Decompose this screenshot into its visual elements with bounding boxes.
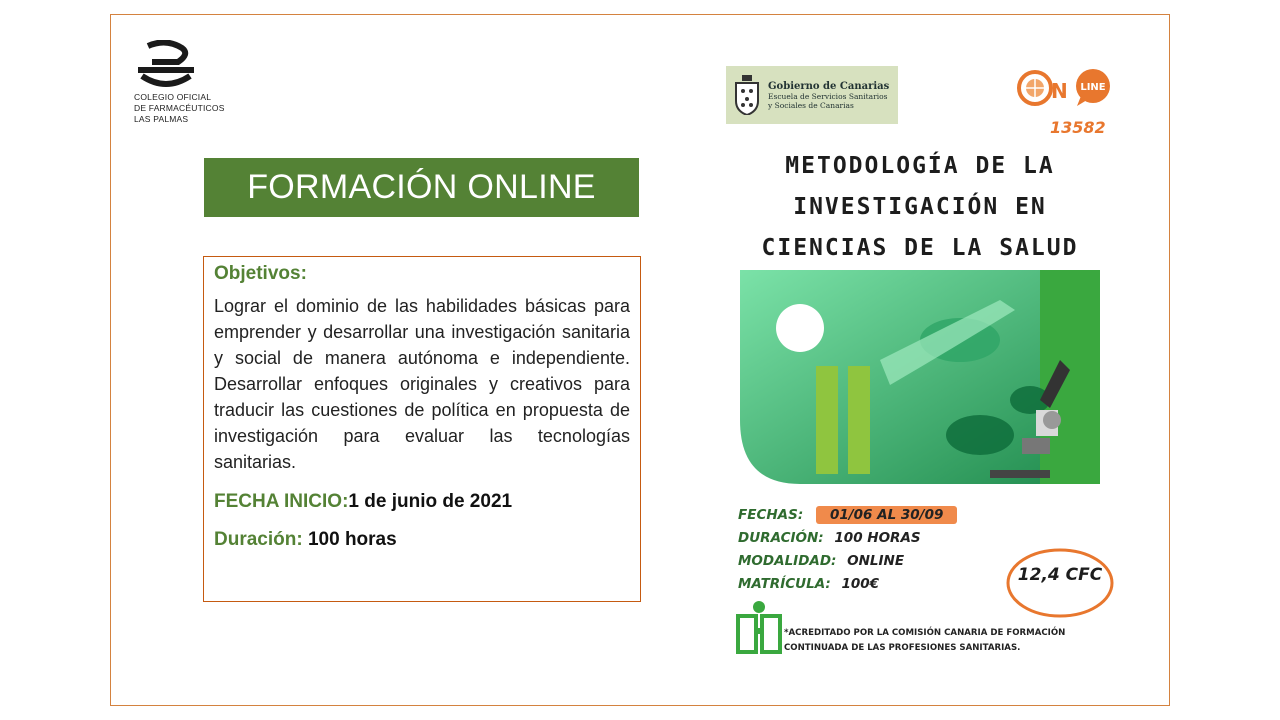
poster-fechas-value: 01/06 AL 30/09 <box>816 506 957 524</box>
gobierno-shield-icon <box>734 75 760 115</box>
colegio-line2: DE FARMACÉUTICOS <box>134 103 225 113</box>
duration-label: Duración: <box>214 529 303 550</box>
poster-info <box>738 504 957 596</box>
start-date-row <box>214 491 630 513</box>
poster-fechas-label: FECHAS: <box>738 507 804 523</box>
course-poster <box>710 60 1130 660</box>
poster-modalidad-row <box>738 550 957 573</box>
poster-title <box>720 146 1120 269</box>
poster-modalidad-label: MODALIDAD: <box>738 553 837 569</box>
gobierno-sub2: y Sociales de Canarias <box>768 100 854 110</box>
lab-photo <box>740 270 1100 484</box>
poster-matricula-row <box>738 573 957 596</box>
gobierno-logo <box>726 66 898 124</box>
colegio-line3: LAS PALMAS <box>134 114 189 124</box>
colegio-name <box>134 92 244 125</box>
online-bubble-text: LINE <box>1080 82 1106 93</box>
course-code: 13582 <box>1050 118 1106 137</box>
poster-title-line1: METODOLOGÍA DE LA <box>785 153 1055 179</box>
duration-row <box>214 529 630 551</box>
accreditation-note: *ACREDITADO POR LA COMISIÓN CANARIA DE FORMACIÓN CONTINUADA DE LAS PROFESIONES SANITARIAS. <box>784 628 1066 653</box>
objectives-title: Objetivos: <box>214 263 307 284</box>
duration-value: 100 horas <box>307 529 397 550</box>
colegio-line1: COLEGIO OFICIAL <box>134 92 212 102</box>
poster-title-line2: INVESTIGACIÓN EN <box>793 194 1047 220</box>
objectives-box <box>203 256 641 602</box>
gobierno-title: Gobierno de Canarias <box>768 80 890 92</box>
online-letter: N <box>1051 79 1068 103</box>
poster-duracion-row <box>738 527 957 550</box>
poster-matricula-value: 100€ <box>841 576 880 592</box>
online-globe-icon <box>1015 66 1115 110</box>
poster-title-line3: CIENCIAS DE LA SALUD <box>761 235 1079 261</box>
start-date-value: 1 de junio de 2021 <box>348 491 513 512</box>
poster-duracion-label: DURACIÓN: <box>738 530 824 546</box>
gobierno-sub1: Escuela de Servicios Sanitarios <box>768 91 888 101</box>
poster-matricula-label: MATRÍCULA: <box>738 576 831 592</box>
formacion-banner: FORMACIÓN ONLINE <box>204 158 639 217</box>
colegio-logo-icon <box>134 40 198 88</box>
cfc-value: 12,4 CFC <box>1017 565 1103 585</box>
poster-duracion-value: 100 HORAS <box>834 530 921 546</box>
start-date-label: FECHA INICIO: <box>214 491 349 512</box>
colegio-logo <box>134 40 244 125</box>
objectives-text: Lograr el dominio de las habilidades básicas para emprender y desarrollar una investigación sanitaria y social de manera autónoma e independiente. Desarrollar enfoques originales y creativos para traducir las cuestiones de política en propuesta de investigación para evaluar las tecnologías sanitarias. <box>214 296 630 472</box>
poster-fechas-row <box>738 504 957 527</box>
cfc-logo-icon <box>736 600 782 656</box>
poster-modalidad-value: ONLINE <box>847 553 905 569</box>
